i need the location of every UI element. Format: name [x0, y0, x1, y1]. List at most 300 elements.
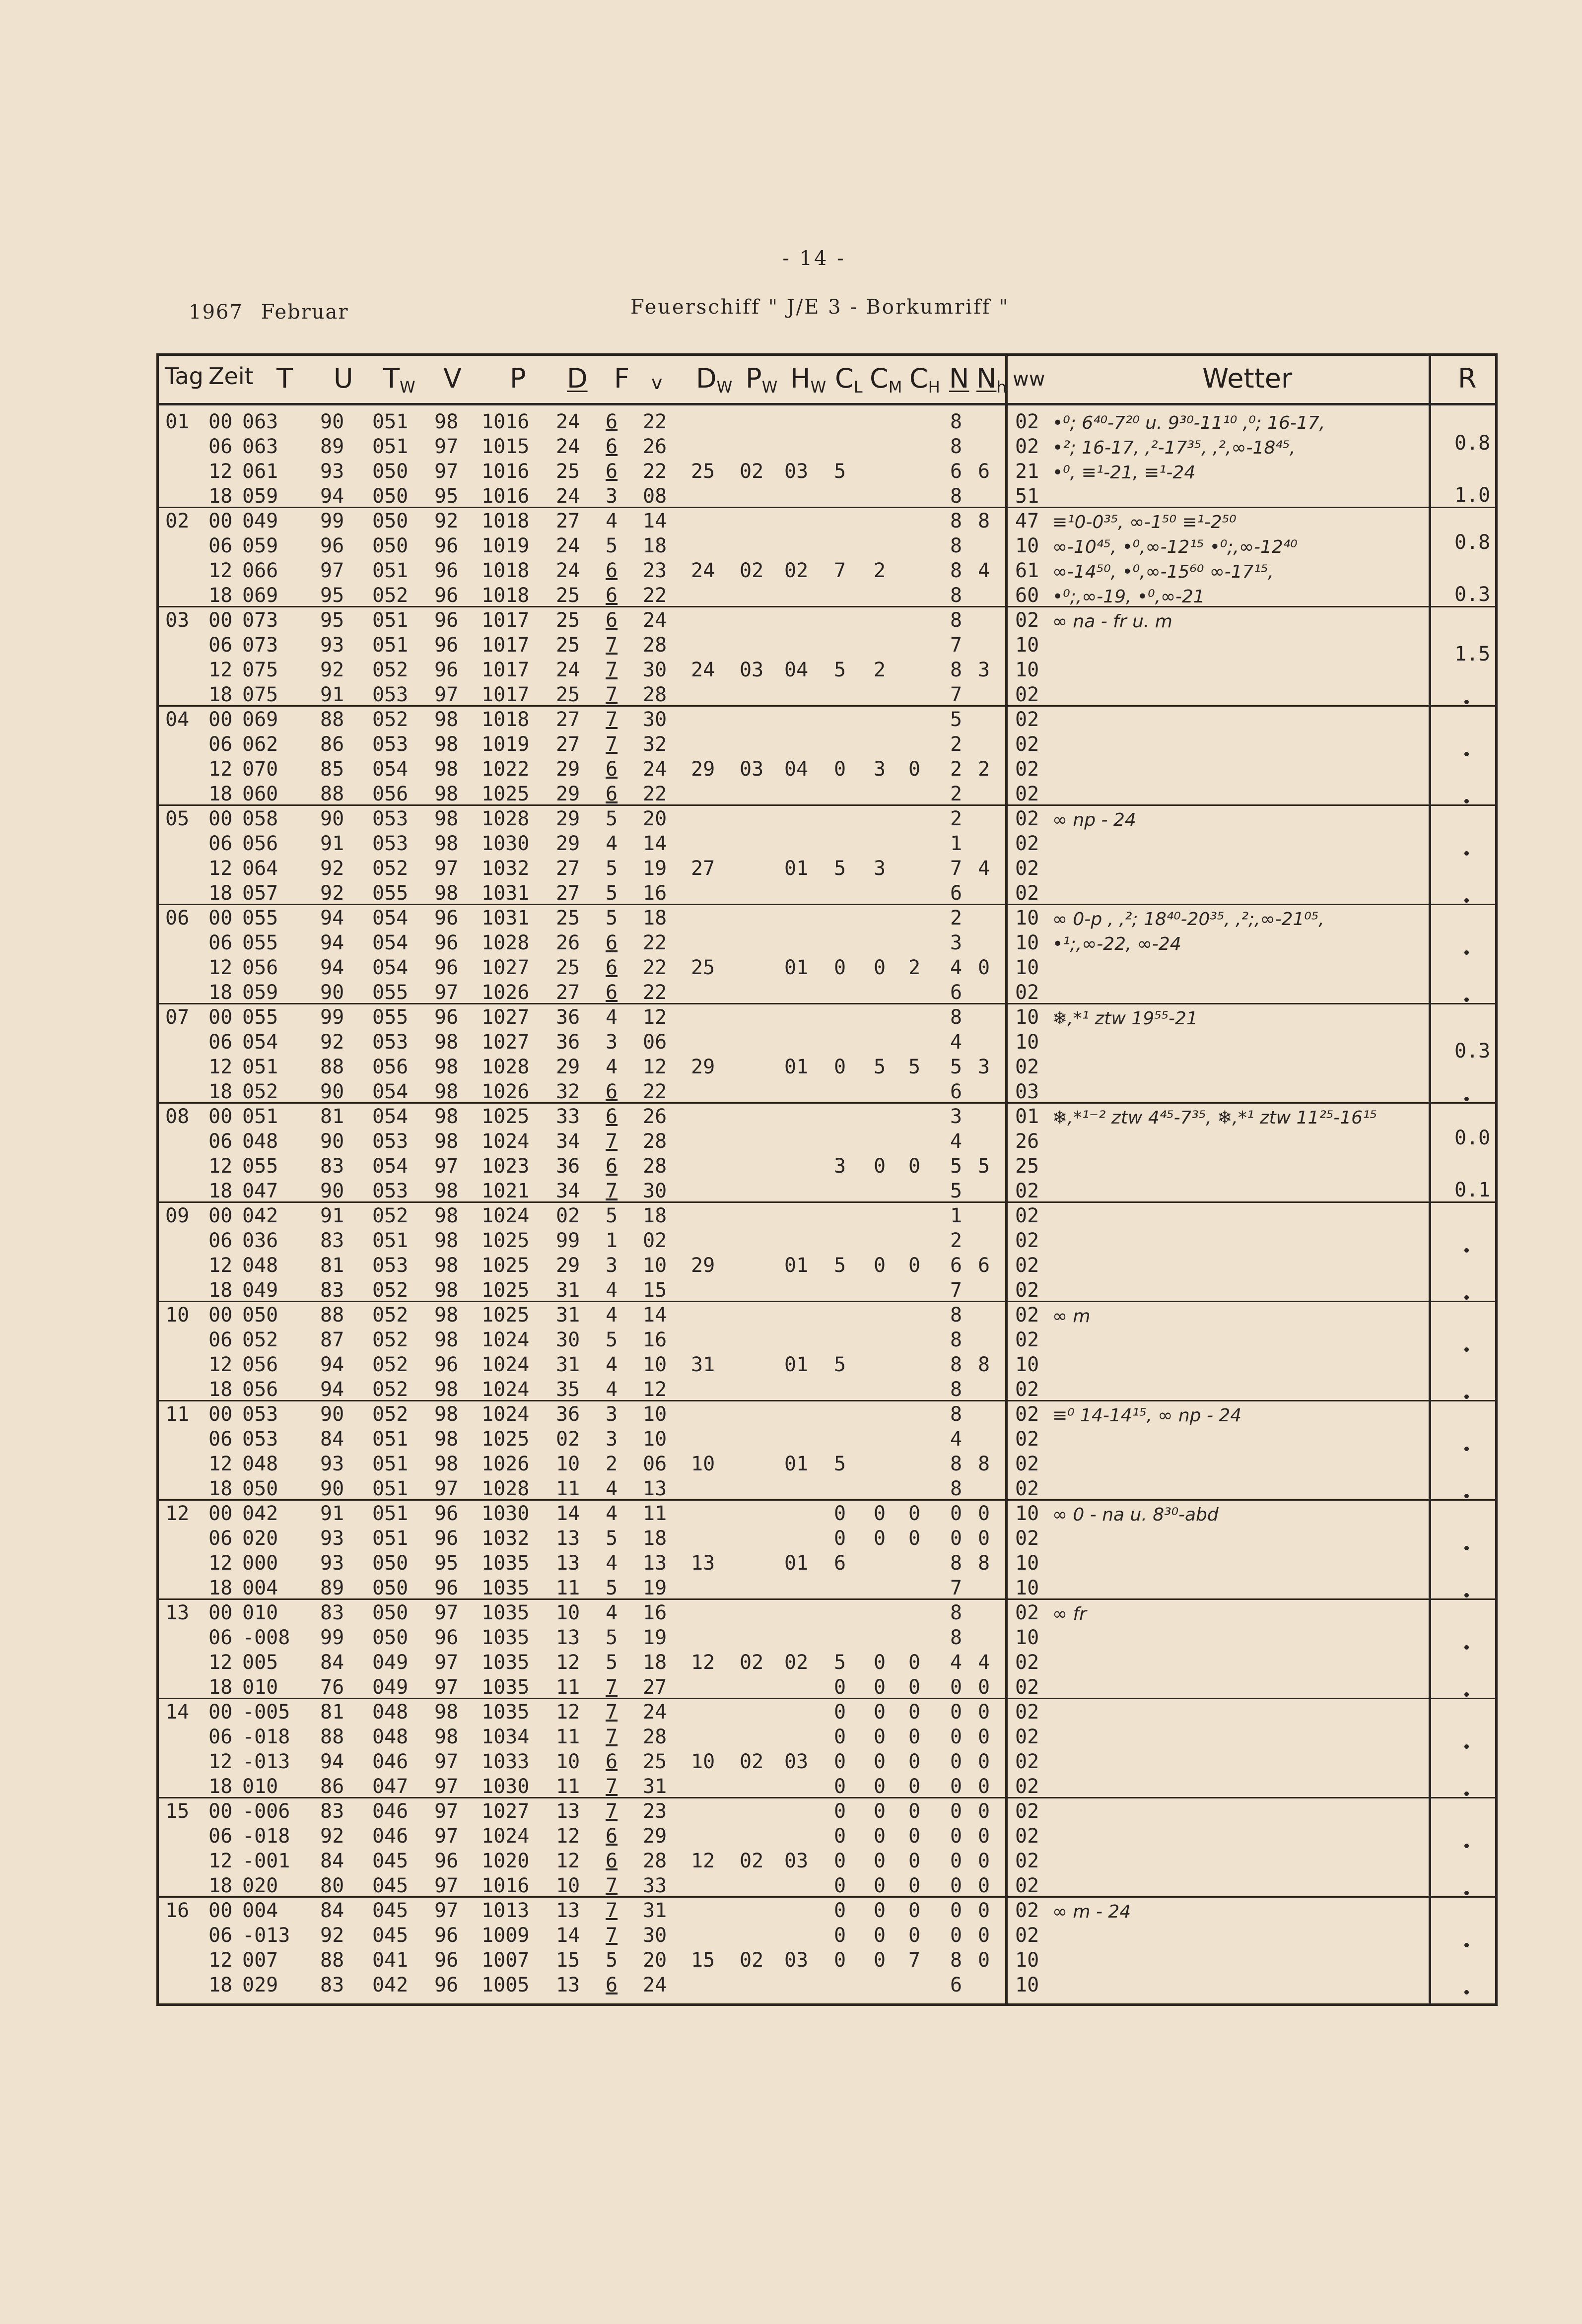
cell-u: 94 [320, 1750, 344, 1773]
cell-t: 010 [242, 1676, 278, 1699]
cell-v: 98 [434, 1080, 459, 1103]
cell-cl: 0 [834, 1750, 846, 1773]
cell-cm: 0 [874, 1651, 886, 1674]
cell-f: 5 [606, 534, 618, 557]
cell-dw: 29 [691, 1056, 715, 1078]
cell-zeit: 06 [208, 931, 233, 954]
cell-zeit: 00 [208, 1403, 233, 1426]
wetter-note: ∞ m [1052, 1306, 1091, 1327]
cell-vv: 23 [643, 1800, 667, 1823]
cell-d: 11 [556, 1726, 580, 1748]
cell-v: 96 [434, 609, 459, 632]
cell-ww: 10 [1015, 534, 1039, 557]
cell-t: 000 [242, 1552, 278, 1575]
cell-zeit: 00 [208, 410, 233, 433]
cell-f: 6 [606, 609, 618, 632]
cell-tw: 052 [372, 1304, 409, 1327]
cell-dw: 24 [691, 559, 715, 582]
cell-ww: 02 [1015, 882, 1039, 905]
cell-f: 7 [606, 634, 618, 657]
cell-ww: 02 [1015, 1825, 1039, 1848]
cell-u: 83 [320, 1155, 344, 1178]
cell-f: 6 [606, 460, 618, 483]
col-zeit: Zeit [208, 363, 254, 390]
table-row [159, 1005, 1039, 1030]
cell-p: 1030 [481, 1775, 530, 1798]
cell-v: 98 [434, 1254, 459, 1277]
cell-v: 97 [434, 981, 459, 1004]
wetter-note: •⁰; 6⁴⁰-7²⁰ u. 9³⁰-11¹⁰ ,⁰; 16-17, [1052, 413, 1325, 433]
cell-n: 4 [950, 1651, 963, 1674]
cell-n: 7 [950, 634, 963, 657]
col-d: D [567, 363, 588, 394]
cell-ch: 0 [908, 1800, 921, 1823]
cell-p: 1025 [481, 1254, 530, 1277]
cell-tw: 050 [372, 460, 409, 483]
col-r: R [1458, 363, 1477, 394]
cell-hw: 01 [784, 1056, 809, 1078]
cell-zeit: 00 [208, 1304, 233, 1327]
cell-ww: 10 [1015, 1949, 1039, 1972]
cell-t: -018 [242, 1825, 290, 1848]
cell-p: 1024 [481, 1825, 530, 1848]
table-row [159, 459, 1039, 484]
cell-v: 98 [434, 783, 459, 805]
cell-t: 048 [242, 1453, 278, 1475]
cell-ww: 02 [1015, 1477, 1039, 1500]
cell-d: 27 [556, 708, 580, 731]
cell-p: 1025 [481, 1304, 530, 1327]
cell-zeit: 18 [208, 683, 233, 706]
cell-ww: 02 [1015, 683, 1039, 706]
cell-f: 5 [606, 1651, 618, 1674]
cell-vv: 14 [643, 832, 667, 855]
cell-u: 93 [320, 1453, 344, 1475]
cell-p: 1028 [481, 1477, 530, 1500]
cell-u: 93 [320, 634, 344, 657]
cell-ww: 02 [1015, 1428, 1039, 1451]
cell-n: 0 [950, 1850, 963, 1872]
cell-zeit: 00 [208, 510, 233, 532]
table-row [159, 1923, 1039, 1948]
cell-n: 3 [950, 931, 963, 954]
cell-u: 90 [320, 807, 344, 830]
table-row [159, 1749, 1039, 1774]
cell-ww: 25 [1015, 1155, 1039, 1178]
cell-v: 92 [434, 510, 459, 532]
cell-vv: 10 [643, 1403, 667, 1426]
cell-ch: 7 [908, 1949, 921, 1972]
cell-t: 042 [242, 1502, 278, 1525]
wetter-note: •¹;,∞-22, ∞-24 [1052, 934, 1181, 954]
cell-tw: 053 [372, 1130, 409, 1153]
cell-d: 27 [556, 882, 580, 905]
header-rule [159, 403, 1495, 405]
cell-v: 96 [434, 634, 459, 657]
cell-t: 059 [242, 485, 278, 508]
cell-ww: 02 [1015, 708, 1039, 731]
cell-n: 0 [950, 1924, 963, 1947]
cell-t: 010 [242, 1601, 278, 1624]
cell-p: 1034 [481, 1726, 530, 1748]
cell-n: 6 [950, 460, 963, 483]
cell-d: 12 [556, 1825, 580, 1848]
cell-ch: 0 [908, 1726, 921, 1748]
cell-t: 066 [242, 559, 278, 582]
cell-ch: 0 [908, 1775, 921, 1798]
cell-d: 31 [556, 1304, 580, 1327]
wetter-note: ∞ 0-p , ,²; 18⁴⁰-20³⁵, ,²;,∞-21⁰⁵, [1052, 909, 1324, 930]
cell-d: 12 [556, 1701, 580, 1724]
cell-nh: 0 [978, 1850, 990, 1872]
cell-f: 6 [606, 931, 618, 954]
cell-tw: 056 [372, 1056, 409, 1078]
cell-p: 1028 [481, 931, 530, 954]
cell-d: 13 [556, 1800, 580, 1823]
cell-t: -018 [242, 1726, 290, 1748]
wetter-note: ∞-14⁵⁰, •⁰,∞-15⁶⁰ ∞-17¹⁵, [1052, 562, 1274, 582]
cell-u: 89 [320, 435, 344, 458]
precip-value: 0.3 [1454, 583, 1491, 606]
cell-t: 070 [242, 758, 278, 781]
cell-dw: 29 [691, 758, 715, 781]
cell-p: 1015 [481, 435, 530, 458]
cell-zeit: 18 [208, 1577, 233, 1599]
cell-dw: 27 [691, 857, 715, 880]
cell-p: 1016 [481, 485, 530, 508]
cell-d: 25 [556, 584, 580, 607]
cell-u: 96 [320, 534, 344, 557]
cell-d: 29 [556, 807, 580, 830]
cell-cm: 5 [874, 1056, 886, 1078]
cell-hw: 01 [784, 857, 809, 880]
table-row [159, 1055, 1039, 1079]
cell-zeit: 18 [208, 1279, 233, 1302]
cell-d: 27 [556, 733, 580, 756]
table-row [159, 1526, 1039, 1551]
table-row [159, 1650, 1039, 1675]
cell-ww: 02 [1015, 1279, 1039, 1302]
cell-tw: 051 [372, 1229, 409, 1252]
cell-n: 8 [950, 659, 963, 681]
cell-cm: 0 [874, 1874, 886, 1897]
cell-d: 14 [556, 1924, 580, 1947]
cell-v: 98 [434, 410, 459, 433]
cell-p: 1024 [481, 1378, 530, 1401]
cell-hw: 03 [784, 460, 809, 483]
cell-v: 96 [434, 1974, 459, 1996]
cell-n: 0 [950, 1750, 963, 1773]
cell-p: 1035 [481, 1701, 530, 1724]
cell-f: 7 [606, 1676, 618, 1699]
table-row [159, 509, 1039, 533]
cell-ww: 10 [1015, 634, 1039, 657]
cell-f: 7 [606, 1775, 618, 1798]
day-separator [159, 1499, 1495, 1501]
cell-n: 8 [950, 1353, 963, 1376]
table-row [159, 633, 1039, 658]
day-separator [159, 1400, 1495, 1401]
cell-d: 35 [556, 1378, 580, 1401]
cell-nh: 0 [978, 1899, 990, 1922]
table-row [159, 806, 1039, 831]
cell-cm: 0 [874, 1825, 886, 1848]
cell-tw: 045 [372, 1874, 409, 1897]
cell-d: 99 [556, 1229, 580, 1252]
cell-ww: 02 [1015, 1180, 1039, 1202]
cell-vv: 18 [643, 534, 667, 557]
cell-vv: 19 [643, 1577, 667, 1599]
cell-nh: 8 [978, 1453, 990, 1475]
cell-zeit: 06 [208, 1229, 233, 1252]
table-row [159, 757, 1039, 782]
cell-u: 90 [320, 1130, 344, 1153]
cell-d: 36 [556, 1031, 580, 1054]
cell-tw: 051 [372, 410, 409, 433]
cell-d: 10 [556, 1601, 580, 1624]
cell-v: 96 [434, 534, 459, 557]
cell-cm: 0 [874, 1527, 886, 1550]
cell-v: 97 [434, 1676, 459, 1699]
wetter-note: •⁰;,∞-19, •⁰,∞-21 [1052, 587, 1205, 607]
cell-vv: 22 [643, 931, 667, 954]
cell-p: 1031 [481, 882, 530, 905]
cell-cl: 0 [834, 1874, 846, 1897]
cell-zeit: 18 [208, 1974, 233, 1996]
page-number: - 14 - [782, 247, 846, 270]
cell-d: 34 [556, 1130, 580, 1153]
cell-vv: 14 [643, 1304, 667, 1327]
cell-p: 1024 [481, 1353, 530, 1376]
cell-tw: 055 [372, 981, 409, 1004]
cell-f: 2 [606, 1453, 618, 1475]
cell-nh: 0 [978, 1527, 990, 1550]
cell-n: 2 [950, 1229, 963, 1252]
cell-ww: 02 [1015, 1750, 1039, 1773]
cell-f: 3 [606, 485, 618, 508]
precip-value: 0.8 [1454, 432, 1491, 455]
cell-d: 13 [556, 1552, 580, 1575]
cell-p: 1035 [481, 1601, 530, 1624]
cell-f: 6 [606, 758, 618, 781]
cell-t: 007 [242, 1949, 278, 1972]
cell-cl: 3 [834, 1155, 846, 1178]
cell-t: 005 [242, 1651, 278, 1674]
cell-vv: 31 [643, 1899, 667, 1922]
cell-nh: 2 [978, 758, 990, 781]
cell-n: 3 [950, 1105, 963, 1128]
cell-f: 6 [606, 1155, 618, 1178]
table-row [159, 1576, 1039, 1600]
cell-d: 13 [556, 1974, 580, 1996]
cell-vv: 24 [643, 1701, 667, 1724]
table-row [159, 1203, 1039, 1228]
cell-f: 6 [606, 435, 618, 458]
cell-f: 6 [606, 1105, 618, 1128]
cell-zeit: 12 [208, 956, 233, 979]
divider-ww [1005, 356, 1008, 2003]
cell-f: 5 [606, 1577, 618, 1599]
table-row [159, 1030, 1039, 1055]
cell-f: 3 [606, 1031, 618, 1054]
cell-cm: 0 [874, 1949, 886, 1972]
table-row [159, 1476, 1039, 1501]
cell-p: 1017 [481, 659, 530, 681]
precip-trace-dot [1464, 1692, 1469, 1697]
cell-d: 02 [556, 1428, 580, 1451]
cell-tw: 051 [372, 559, 409, 582]
cell-vv: 22 [643, 783, 667, 805]
cell-tw: 051 [372, 435, 409, 458]
cell-vv: 20 [643, 807, 667, 830]
cell-f: 7 [606, 1130, 618, 1153]
table-row [159, 707, 1039, 732]
cell-t: 047 [242, 1180, 278, 1202]
cell-t: 051 [242, 1105, 278, 1128]
cell-v: 97 [434, 1477, 459, 1500]
cell-ch: 0 [908, 1651, 921, 1674]
cell-hw: 01 [784, 1552, 809, 1575]
table-row [159, 1973, 1039, 1997]
cell-zeit: 12 [208, 1552, 233, 1575]
table-row [159, 906, 1039, 930]
cell-f: 6 [606, 584, 618, 607]
cell-d: 29 [556, 758, 580, 781]
cell-cl: 0 [834, 956, 846, 979]
cell-t: -013 [242, 1750, 290, 1773]
cell-v: 96 [434, 907, 459, 930]
cell-d: 11 [556, 1577, 580, 1599]
cell-tw: 048 [372, 1701, 409, 1724]
precip-trace-dot [1464, 1097, 1469, 1101]
cell-u: 84 [320, 1850, 344, 1872]
cell-d: 29 [556, 1254, 580, 1277]
cell-vv: 06 [643, 1031, 667, 1054]
precip-trace-dot [1464, 851, 1469, 856]
cell-vv: 16 [643, 1328, 667, 1351]
cell-ww: 02 [1015, 1453, 1039, 1475]
cell-n: 8 [950, 1626, 963, 1649]
precip-trace-dot [1464, 1990, 1469, 1994]
cell-f: 4 [606, 1552, 618, 1575]
cell-p: 1026 [481, 1453, 530, 1475]
cell-ww: 02 [1015, 1056, 1039, 1078]
cell-t: 055 [242, 931, 278, 954]
cell-tw: 054 [372, 931, 409, 954]
cell-p: 1021 [481, 1180, 530, 1202]
cell-p: 1005 [481, 1974, 530, 1996]
cell-zeit: 00 [208, 1006, 233, 1029]
cell-u: 92 [320, 1924, 344, 1947]
cell-f: 4 [606, 1502, 618, 1525]
cell-cl: 0 [834, 1949, 846, 1972]
cell-ww: 02 [1015, 1676, 1039, 1699]
cell-ww: 01 [1015, 1105, 1039, 1128]
cell-ww: 02 [1015, 733, 1039, 756]
cell-d: 33 [556, 1105, 580, 1128]
cell-t: 075 [242, 659, 278, 681]
col-f: F [614, 363, 630, 394]
cell-u: 92 [320, 857, 344, 880]
cell-tw: 054 [372, 758, 409, 781]
cell-v: 98 [434, 1328, 459, 1351]
table-row [159, 1948, 1039, 1973]
cell-t: 063 [242, 435, 278, 458]
cell-v: 97 [434, 1874, 459, 1897]
cell-f: 7 [606, 1726, 618, 1748]
cell-cl: 0 [834, 1527, 846, 1550]
cell-f: 4 [606, 1601, 618, 1624]
cell-f: 4 [606, 832, 618, 855]
precip-trace-dot [1464, 1891, 1469, 1895]
cell-u: 84 [320, 1428, 344, 1451]
cell-dw: 10 [691, 1453, 715, 1475]
cell-v: 96 [434, 1850, 459, 1872]
table-row [159, 856, 1039, 881]
cell-f: 6 [606, 559, 618, 582]
table-row [159, 1303, 1039, 1328]
cell-ww: 02 [1015, 857, 1039, 880]
cell-vv: 29 [643, 1825, 667, 1848]
cell-u: 81 [320, 1105, 344, 1128]
cell-n: 5 [950, 1155, 963, 1178]
cell-d: 34 [556, 1180, 580, 1202]
cell-zeit: 18 [208, 1180, 233, 1202]
cell-zeit: 06 [208, 435, 233, 458]
cell-cm: 0 [874, 1701, 886, 1724]
cell-n: 5 [950, 1056, 963, 1078]
cell-n: 8 [950, 559, 963, 582]
table-row [159, 1427, 1039, 1452]
cell-vv: 23 [643, 559, 667, 582]
cell-zeit: 06 [208, 832, 233, 855]
cell-ww: 10 [1015, 1552, 1039, 1575]
cell-u: 95 [320, 584, 344, 607]
cell-pw: 02 [740, 1750, 764, 1773]
cell-v: 98 [434, 1105, 459, 1128]
cell-vv: 25 [643, 1750, 667, 1773]
cell-u: 76 [320, 1676, 344, 1699]
cell-f: 4 [606, 510, 618, 532]
cell-zeit: 06 [208, 1031, 233, 1054]
cell-vv: 24 [643, 758, 667, 781]
cell-p: 1032 [481, 1527, 530, 1550]
cell-u: 97 [320, 559, 344, 582]
cell-p: 1013 [481, 1899, 530, 1922]
cell-zeit: 00 [208, 907, 233, 930]
cell-cm: 0 [874, 1750, 886, 1773]
cell-cm: 0 [874, 956, 886, 979]
cell-tw: 053 [372, 733, 409, 756]
cell-u: 86 [320, 1775, 344, 1798]
cell-zeit: 18 [208, 485, 233, 508]
cell-u: 93 [320, 460, 344, 483]
cell-t: 052 [242, 1328, 278, 1351]
cell-vv: 22 [643, 981, 667, 1004]
cell-v: 96 [434, 1949, 459, 1972]
cell-u: 91 [320, 1502, 344, 1525]
cell-n: 7 [950, 857, 963, 880]
precip-trace-dot [1464, 997, 1469, 1002]
cell-p: 1020 [481, 1850, 530, 1872]
cell-n: 2 [950, 807, 963, 830]
cell-t: 004 [242, 1899, 278, 1922]
cell-ww: 61 [1015, 559, 1039, 582]
cell-p: 1025 [481, 1105, 530, 1128]
cell-n: 2 [950, 907, 963, 930]
cell-ww: 10 [1015, 931, 1039, 954]
cell-pw: 02 [740, 1850, 764, 1872]
